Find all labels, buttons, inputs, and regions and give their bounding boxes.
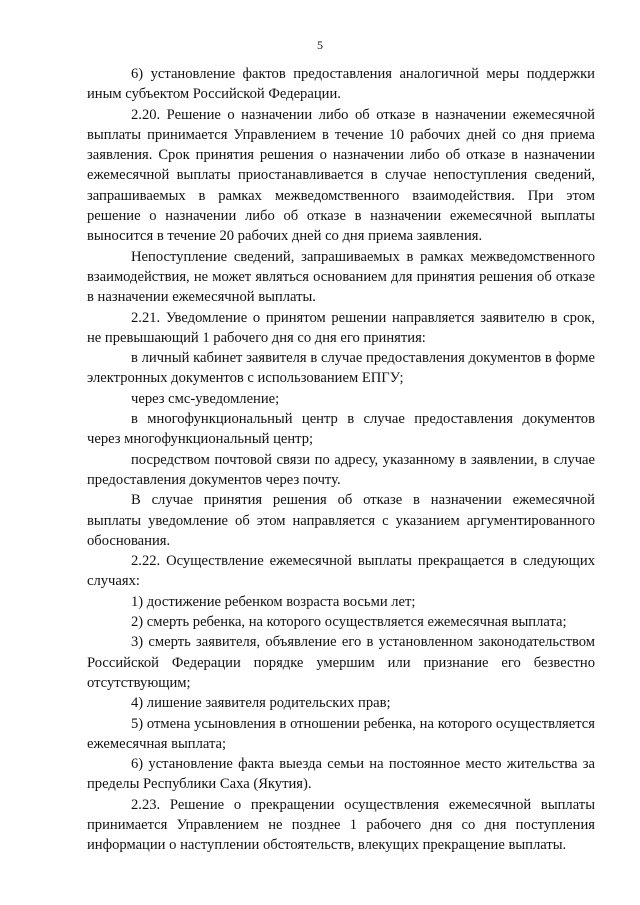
paragraph-non-receipt: Непоступление сведений, запрашиваемых в рамках межведомственного взаимодействия, не может являться основанием для принятия решения об отказе в назначении ежемесячной выплаты. [87,248,595,306]
list-item-2: 2) смерть ребенка, на которого осуществляется ежемесячная выплата; [131,614,567,631]
paragraph-post: посредством почтовой связи по адресу, указанному в заявлении, в случае предоставления документов через почту. [87,451,595,488]
paragraph-2-21: 2.21. Уведомление о принятом решении направляется заявителю в срок, не превышающий 1 рабочего дня со дня его принятия: [87,309,595,346]
paragraph-refusal-notice: В случае принятия решения об отказе в назначении ежемесячной выплаты уведомление об этом направляется с указанием аргументированного обоснования. [87,492,595,549]
list-item-6: 6) установление факта выезда семьи на постоянное место жительства за пределы Республики Саха (Якутия). [87,756,595,793]
document-body [87,64,595,856]
list-item-4: 4) лишение заявителя родительских прав; [131,695,391,712]
paragraph-2-23: 2.23. Решение о прекращении осуществления ежемесячной выплаты принимается Управлением не позднее 1 рабочего дня со дня поступления информации о наступлении обстоятельств, влекущих прекращение выплаты. [87,796,595,854]
page-number: 5 [317,38,323,52]
list-item-1: 1) достижение ребенком возраста восьми лет; [131,593,416,610]
paragraph-2-20: 2.20. Решение о назначении либо об отказе в назначении ежемесячной выплаты принимается Управлением в течение 10 рабочих дней со дня приема заявления. Срок принятия решения о назначении либо об отказе в назначении ежемесячной выплаты приостанавливается в случае непоступления сведений, запрашиваемых в рамках межведомственного взаимодействия. При этом решение о назначении либо об отказе в назначении ежемесячной выплаты выносится в течение 20 рабочих дней со дня приема заявления. [87,106,595,245]
list-item-3: 3) смерть заявителя, объявление его в установленном законодательством Российской Федерации порядке умершим или признание его безвестно отсутствующим; [87,634,595,691]
paragraph-2-22: 2.22. Осуществление ежемесячной выплаты прекращается в следующих случаях: [87,553,595,590]
paragraph-mfc: в многофункциональный центр в случае предоставления документов через многофункциональный центр; [87,411,595,448]
paragraph-personal-account: в личный кабинет заявителя в случае предоставления документов в форме электронных документов с использованием ЕПГУ; [87,350,595,387]
list-item-5: 5) отмена усыновления в отношении ребенка, на которого осуществляется ежемесячная выплата; [87,715,595,752]
paragraph-item-6: 6) установление фактов предоставления аналогичной меры поддержки иным субъектом Российской Федерации. [87,66,595,103]
paragraph-sms: через смс-уведомление; [131,390,280,407]
